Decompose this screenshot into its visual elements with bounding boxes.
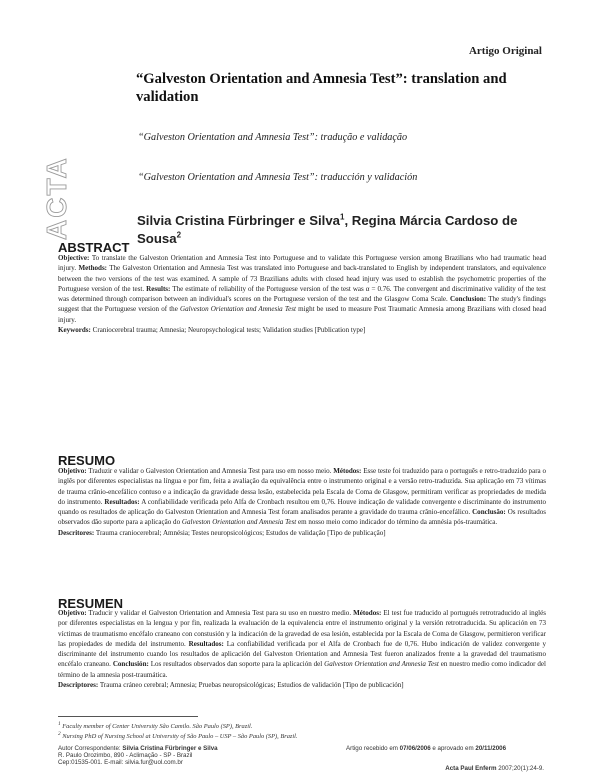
correspondence-label: Autor Correspondente: — [58, 745, 121, 752]
abstract-heading: ABSTRACT — [58, 240, 130, 255]
correspondence-contact: Cep:01535-001. E-mail: silvia.fur@uol.com.br — [58, 759, 183, 766]
footnote-2: $^2$ Nursing PhD of Nursing School at University of São Paulo – USP – São Paulo (SP), Brazil. — [58, 731, 298, 741]
footnote-1: $^1$ Faculty member of Center University São Camilo. São Paulo (SP), Brazil. — [58, 721, 253, 731]
resumo-body: Objetivo: Traduzir e validar o Galveston Orientation and Amnesia Test para uso em nosso meio. Métodos: Esse teste foi traduzido para o português e retro-traduzido para o inglês por diferentes especialistas na língua e por fim, feita a avaliação da equivalência entre o instrumento original e a versão retro-traduzida. Sua aplicação em 73 vítimas de trauma crânio-encefálico contuso e a indicação da gravidade dessa lesão, estabelecida pela Escala de Coma de Glasgow, permitiram verificar as propriedades de medida do instrumento. Resultados: A confiabilidade verificada pelo Alfa de Cronbach resultou em 0,76. Houve indicação de validade convergente e discriminante do instrumento quando os resultados de aplicação do Galveston Orientation and Amnesia Test foram analisados perante a gravidade do trauma crânio-encefálico. Conclusão: Os resultados observados dão suporte para a aplicação do Galveston Orientation and Amnesia Test em nosso meio como indicador do término da amnésia pós-traumática. Descritores: Trauma craniocerebral; Amnésia; Testes neuropsicológicos; Estudos de validação [Tipo de publicação] — [58, 467, 547, 537]
correspondence-block — [58, 745, 358, 766]
title-portuguese: “Galveston Orientation and Amnesia Test”: tradução e validação — [138, 132, 408, 143]
logo-text: ACTA — [41, 156, 72, 240]
author-2-affiliation-mark: 2 — [176, 230, 182, 240]
title-spanish: “Galveston Orientation and Amnesia Test”: traducción y validación — [138, 172, 418, 183]
correspondence-address: R. Paulo Orozimbo, 890 - Aclimação - SP - Brazil — [58, 752, 193, 759]
abstract-body: Objective: To translate the Galveston Orientation and Amnesia Test into Portuguese and to validate this Portuguese version among Brazilians who had traumatic head injury. Methods: The Galveston Orientation and Amnesia Test was translated into Portuguese and back-translated to English by independent translators, and equivalence between the two versions of the test was examined. A sample of 73 Brazilians adults with closed head injury was used to establish the psychometric properties of the Portuguese version of the test. Results: The estimate of reliability of the Portuguese version of the test was α = 0.76. The convergent and discriminative validity of the test was determined through comparison between an individual's scores on the Portuguese version of the test and the Glasgow Coma Scale. Conclusion: The study's findings suggest that the Portuguese version of the Galveston Orientation and Amnesia Test might be used to measure Post Traumatic Amnesia among Brazilians with closed head injury. Keywords: Craniocerebral trauma; Amnesia; Neuropsychological tests; Validation studies [Publication type] — [58, 254, 547, 335]
footnote-divider — [58, 716, 198, 717]
author-1-affiliation-mark: 1 — [340, 212, 345, 222]
resumo-heading: RESUMO — [58, 453, 116, 468]
article-title: “Galveston Orientation and Amnesia Test”: translation and validation — [136, 71, 507, 106]
correspondence-name: Silvia Cristina Fürbringer e Silva — [122, 745, 218, 752]
resumen-body: Objetivo: Traducir y validar el Galveston Orientation and Amnesia Test para su uso en nuestro medio. Métodos: El test fue traducido al portugués retrotraducido al inglés por diferentes especialistas en la lengua y por fin, realizada la evaluación de la equivalencia entre el instrumento original y la versión retrotraducida. Su aplicación en 73 víctimas de traumatismo encéfalo craneano con constusión y la indicación de la gravedad de esa lesión, establecida por la Escala de Coma de Glasgow, permitieron verificar las propiedades de medida del instrumento. Resultados: La confiabilidad verificada por el Alfa de Cronbach fue de 0,76. Hubo indicación de validez convergente y discriminante del instrumento cuando los resultados de aplicación del Galveston Orientation and Amnesia Test fueron analizados frente a la gravedad del traumatismo encéfalo craneano. Conclusión: Los resultados observados dan soporte para la aplicación del Galveston Orientation and Amnesia Test en nuestro medio como indicador del término de la amnesia post-traumática. Descriptores: Trauma cráneo cerebral; Amnesia; Pruebas neuropsicológicas; Estudios de validación [Tipo de publicación] — [58, 609, 547, 690]
article-type-label: Artigo Original — [468, 45, 542, 57]
resumen-heading: RESUMEN — [58, 596, 124, 611]
author-separator: , — [344, 213, 352, 228]
author-list — [137, 212, 552, 248]
dates-line: Artigo recebido em 07/06/2006 e aprovado em 20/11/2006 — [346, 745, 507, 752]
acta-logo-icon — [41, 118, 72, 240]
author-2: Regina Márcia Cardoso de Sousa — [137, 213, 518, 246]
journal-citation: Acta Paul Enferm 2007;20(1):24-9. — [445, 765, 544, 772]
author-1: Silvia Cristina Fürbringer e Silva — [137, 213, 341, 228]
